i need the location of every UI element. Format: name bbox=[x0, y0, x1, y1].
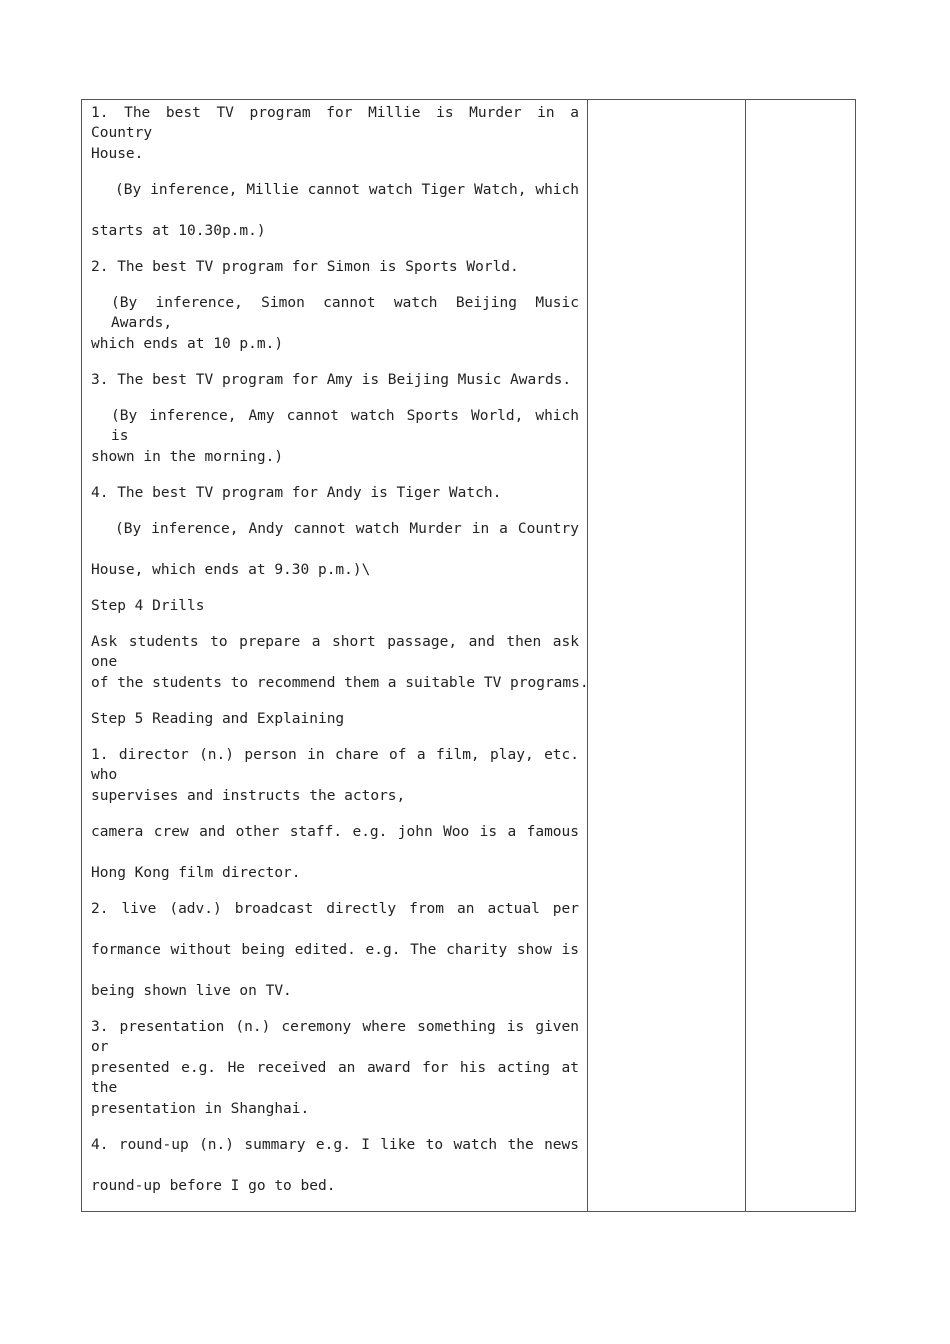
notes-column bbox=[588, 100, 746, 1211]
remarks-column bbox=[746, 100, 855, 1211]
text-line: Hong Kong film director. bbox=[91, 865, 301, 881]
text-line: presentation in Shanghai. bbox=[91, 1101, 310, 1117]
text-line: starts at 10.30p.m.) bbox=[91, 223, 266, 239]
text-line: which ends at 10 p.m.) bbox=[91, 336, 284, 352]
text-line: supervises and instructs the actors, bbox=[91, 788, 406, 804]
step-heading: Step 4 Drills bbox=[91, 598, 205, 614]
text-line: 2. live (adv.) broadcast directly from an actual per bbox=[91, 901, 579, 917]
step-heading: Step 5 Reading and Explaining bbox=[91, 711, 345, 727]
text-line: 1. The best TV program for Millie is Murder in a Country bbox=[91, 105, 579, 141]
content-column bbox=[82, 100, 588, 1211]
text-line: of the students to recommend them a suitable TV programs. bbox=[91, 675, 589, 691]
text-line: round-up before I go to bed. bbox=[91, 1178, 336, 1194]
text-line: Ask students to prepare a short passage, and then ask one bbox=[91, 634, 579, 670]
text-line: 3. presentation (n.) ceremony where something is given or bbox=[91, 1019, 579, 1055]
text-line: camera crew and other staff. e.g. john Woo is a famous bbox=[91, 824, 579, 840]
text-line: 4. The best TV program for Andy is Tiger Watch. bbox=[91, 485, 502, 501]
text-line: shown in the morning.) bbox=[91, 449, 284, 465]
text-line: (By inference, Andy cannot watch Murder in a Country bbox=[115, 521, 579, 537]
text-line: (By inference, Millie cannot watch Tiger Watch, which bbox=[115, 182, 579, 198]
text-line: House. bbox=[91, 146, 144, 162]
text-line: (By inference, Simon cannot watch Beijing Music Awards, bbox=[111, 295, 579, 331]
text-line: 1. director (n.) person in chare of a film, play, etc. who bbox=[91, 747, 579, 783]
text-line: (By inference, Amy cannot watch Sports World, which is bbox=[111, 408, 579, 444]
text-line: being shown live on TV. bbox=[91, 983, 292, 999]
text-line: House, which ends at 9.30 p.m.)\ bbox=[91, 562, 371, 578]
text-line: 3. The best TV program for Amy is Beijing Music Awards. bbox=[91, 372, 572, 388]
lesson-table bbox=[81, 99, 856, 1212]
text-line: 4. round-up (n.) summary e.g. I like to watch the news bbox=[91, 1137, 579, 1153]
text-line: 2. The best TV program for Simon is Sports World. bbox=[91, 259, 519, 275]
text-line: formance without being edited. e.g. The charity show is bbox=[91, 942, 579, 958]
text-line: presented e.g. He received an award for his acting at the bbox=[91, 1060, 579, 1096]
